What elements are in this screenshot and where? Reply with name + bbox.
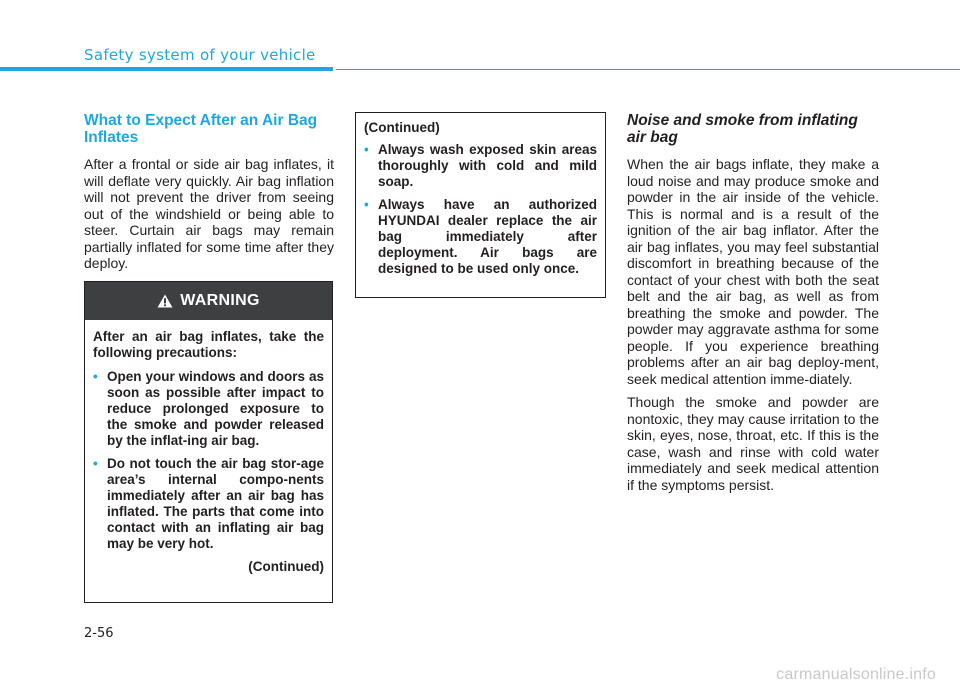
bullet-dot-icon: • (93, 456, 98, 471)
header-rule-thin (336, 69, 960, 70)
continued-bullet (364, 142, 597, 190)
continued-bullet-text: Always wash exposed skin areas thoroughly with cold and mild soap. (378, 142, 597, 189)
warning-box (84, 281, 333, 603)
left-column (84, 112, 334, 279)
warning-title: WARNING (180, 292, 260, 309)
continued-box (355, 112, 606, 298)
warning-bullet-text: Do not touch the air bag stor-age area’s internal compo-nents immediately after an air bag has inflated. The parts that come into contact with an inflating air bag may be very hot. (107, 456, 324, 551)
continued-title: (Continued) (364, 120, 440, 135)
bullet-dot-icon: • (93, 369, 98, 384)
right-heading: Noise and smoke from inflating air bag (627, 112, 858, 146)
warning-continued: (Continued) (248, 559, 324, 574)
left-paragraph: After a frontal or side air bag inflates, it will deflate very quickly. Air bag inflation will not prevent the driver from seeing out of the windshield or being able to steer. Curtain air bags may remain partially inflated for some time after they deploy. (84, 156, 334, 271)
warning-bullet-text: Open your windows and doors as soon as possible after impact to reduce prolonged exposure to the smoke and powder released by the inflat-ing air bag. (107, 369, 324, 448)
continued-bullet-text: Always have an authorized HYUNDAI dealer replace the air bag immediately after deployment. Air bags are designed to be used only once. (378, 197, 597, 276)
bullet-dot-icon: • (364, 142, 369, 157)
warning-triangle-icon (157, 294, 173, 308)
section-header: Safety system of your vehicle (84, 46, 316, 64)
left-heading: What to Expect After an Air Bag Inflates (84, 112, 318, 146)
warning-intro: After an air bag inflates, take the following precautions: (93, 329, 324, 360)
warning-bullet (93, 369, 324, 449)
bullet-dot-icon: • (364, 197, 369, 212)
warning-bullet (93, 456, 324, 552)
right-paragraph: Though the smoke and powder are nontoxic, they may cause irritation to the skin, eyes, nose, throat, etc. If this is the case, wash and rinse with cold water immediately and seek medical attention if the symptoms persist. (627, 394, 879, 493)
right-column (627, 112, 879, 500)
right-paragraph: When the air bags inflate, they make a loud noise and may produce smoke and powder in the air inside of the vehicle. This is normal and is a result of the ignition of the air bag inflator. After the air bag inflates, you may feel substantial discomfort in breathing because of the contact of your chest with both the seat belt and the air bag, as well as from breathing the smoke and powder. The powder may aggravate asthma for some people. If you experience breathing problems after an air bag deploy-ment, seek medical attention imme-diately. (627, 156, 879, 387)
watermark: carmanualsonline.info (776, 666, 936, 683)
header-rule-thick (0, 67, 333, 71)
continued-bullet (364, 197, 597, 277)
warning-header (85, 282, 332, 320)
warning-body (85, 329, 332, 575)
page-number: 2-56 (84, 626, 114, 641)
